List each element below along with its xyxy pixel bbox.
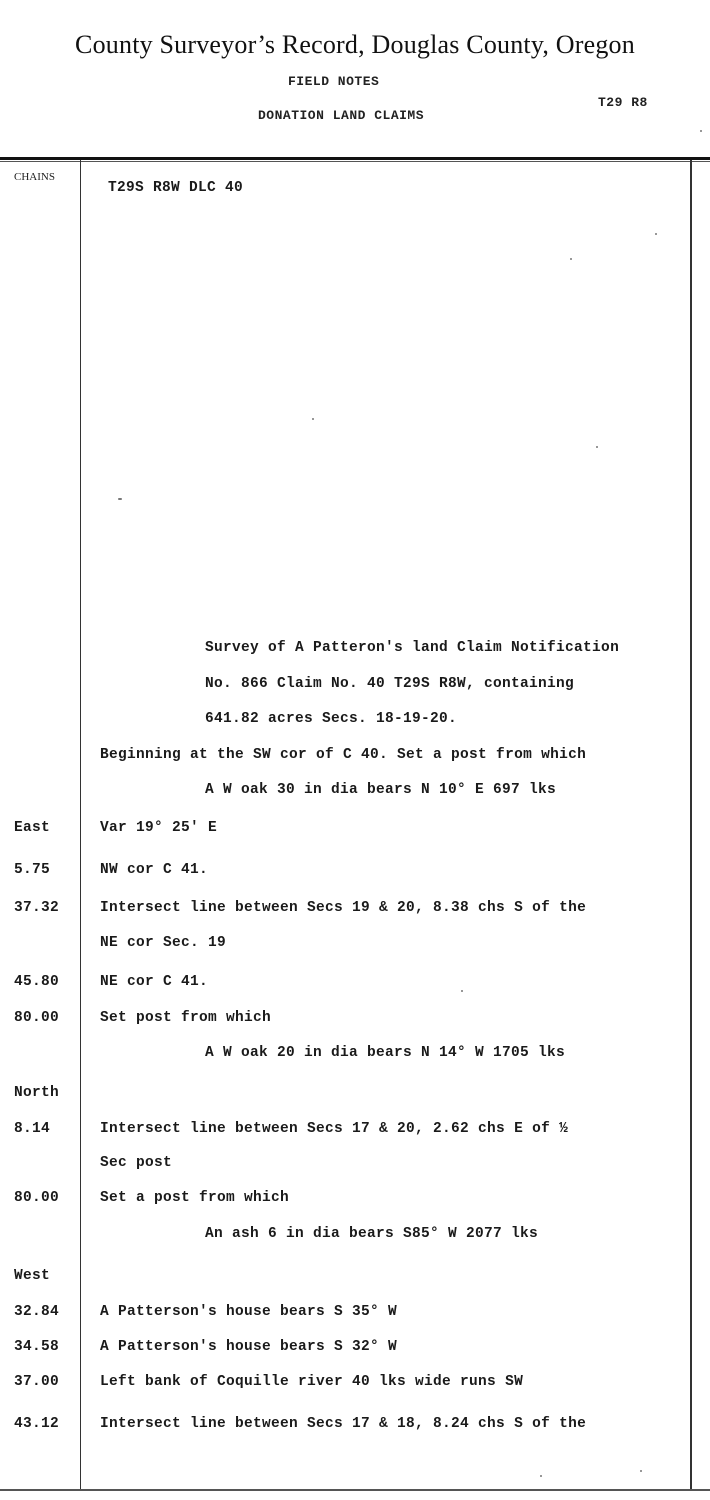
entry-chain: 34.58 [14, 1339, 60, 1355]
intro-line: No. 866 Claim No. 40 T29S R8W, containing [205, 676, 575, 692]
donation-land-claims-subtitle: DONATION LAND CLAIMS [258, 108, 425, 123]
entry-text: Var 19° 25' E [100, 820, 218, 836]
entry-text: Sec post [100, 1155, 173, 1171]
paper-speck [640, 1470, 642, 1472]
intro-line: Beginning at the SW cor of C 40. Set a post from which [100, 747, 587, 763]
entry-chain: 80.00 [14, 1190, 60, 1206]
paper-speck [655, 233, 657, 235]
footer-rule [0, 1489, 710, 1491]
entry-chain: East [14, 820, 51, 836]
right-margin-line [690, 160, 692, 1490]
entry-text: Intersect line between Secs 17 & 18, 8.24 chs S of the [100, 1416, 587, 1432]
entry-text: NW cor C 41. [100, 862, 209, 878]
header-rule-thin [0, 161, 710, 162]
entry-text: A W oak 20 in dia bears N 14° W 1705 lks [205, 1045, 566, 1061]
entry-text: A Patterson's house bears S 35° W [100, 1304, 398, 1320]
paper-speck [312, 418, 314, 420]
entry-chain: 45.80 [14, 974, 60, 990]
entry-text: NE cor Sec. 19 [100, 935, 227, 951]
entry-text: Left bank of Coquille river 40 lks wide runs SW [100, 1374, 524, 1390]
entry-text: Intersect line between Secs 17 & 20, 2.62 chs E of ½ [100, 1121, 569, 1137]
entry-chain: 5.75 [14, 862, 51, 878]
intro-line: Survey of A Patteron's land Claim Notification [205, 640, 620, 656]
field-notes-subtitle: FIELD NOTES [288, 74, 380, 89]
entry-chain: 32.84 [14, 1304, 60, 1320]
entry-chain: 43.12 [14, 1416, 60, 1432]
entry-text: Set a post from which [100, 1190, 290, 1206]
claim-heading: T29S R8W DLC 40 [108, 180, 244, 196]
township-reference: T29 R8 [598, 95, 648, 110]
paper-speck [540, 1475, 542, 1477]
entry-chain: 8.14 [14, 1121, 51, 1137]
intro-line: A W oak 30 in dia bears N 10° E 697 lks [205, 782, 557, 798]
paper-speck [461, 990, 463, 992]
entry-text: NE cor C 41. [100, 974, 209, 990]
chains-column-label: CHAINS [14, 171, 55, 183]
paper-speck [118, 498, 122, 500]
paper-speck [596, 446, 598, 448]
paper-speck [700, 130, 702, 132]
entry-text: An ash 6 in dia bears S85° W 2077 lks [205, 1226, 539, 1242]
entry-chain: West [14, 1268, 51, 1284]
entry-text: A Patterson's house bears S 32° W [100, 1339, 398, 1355]
entry-chain: North [14, 1085, 60, 1101]
chains-column-divider [80, 160, 81, 1490]
header-rule [0, 157, 710, 160]
entry-text: Intersect line between Secs 19 & 20, 8.38 chs S of the [100, 900, 587, 916]
entry-chain: 80.00 [14, 1010, 60, 1026]
entry-chain: 37.00 [14, 1374, 60, 1390]
entry-chain: 37.32 [14, 900, 60, 916]
entry-text: Set post from which [100, 1010, 272, 1026]
intro-line: 641.82 acres Secs. 18-19-20. [205, 711, 458, 727]
record-title: County Surveyor’s Record, Douglas County, Oregon [75, 30, 635, 59]
paper-speck [570, 258, 572, 260]
